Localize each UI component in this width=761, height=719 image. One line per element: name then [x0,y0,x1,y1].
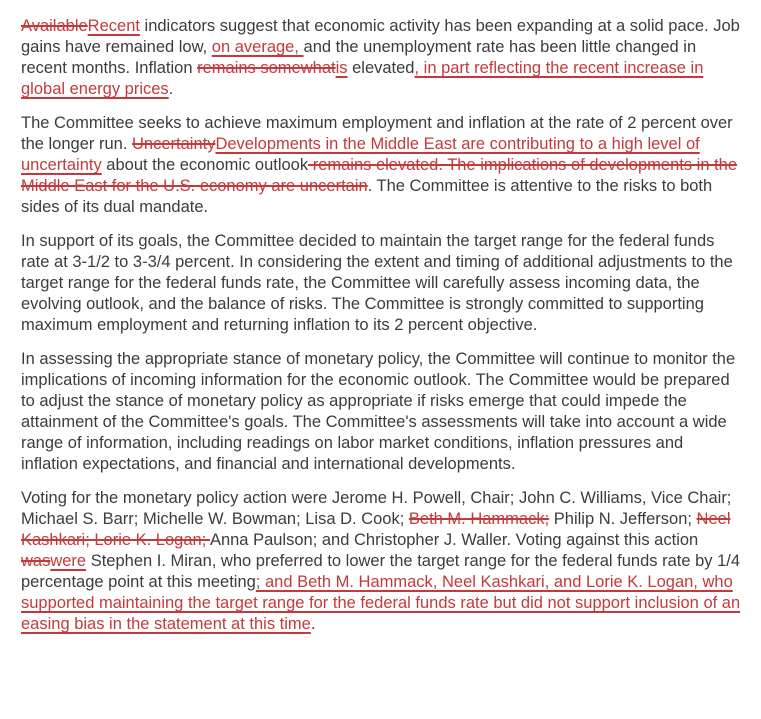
text-run: In support of its goals, the Committee decided to maintain the target range for the federal funds rate at 3-1/2 to 3-3/4 percent. In considering the extent and timing of additional adjustments to the target range for the federal funds rate, the Committee will carefully assess incoming data, the evolving outlook, and the balance of risks. The Committee is strongly committed to supporting maximum employment and returning inflation to its 2 percent objective. [21,232,733,334]
paragraph [21,113,741,218]
text-run: . [168,80,174,98]
text-run: . [310,615,316,633]
text-run: Anna Paulson; and Christopher J. Waller. Voting against this action [209,531,699,549]
deleted-text-run: Uncertainty [132,135,216,153]
inserted-text-run: were [50,552,87,570]
paragraph [21,16,741,100]
text-run: and the unemployment rate has been little changed in recent months. Inflation [21,38,697,77]
inserted-text-run: Developments in the Middle East are contributing to a high level of uncertainty [21,135,700,174]
text-run: about the economic outlook [101,156,309,174]
text-run: In assessing the appropriate stance of monetary policy, the Committee will continue to monitor the implications of incoming information for the economic outlook. The Committee would be prepared to adjust the stance of monetary policy as appropriate if risks emerge that could impede the attainment of the Committee's goals. The Committee's assessments will take into account a wide range of information, including readings on labor market conditions, inflation pressures and inflation expectations, and financial and international developments. [21,350,736,473]
deleted-text-run: Neel Kashkari; Lorie K. Logan; [21,510,731,549]
deleted-text-run: Available [21,17,88,35]
inserted-text-run: Recent [87,17,140,35]
inserted-text-run: ; and Beth M. Hammack, Neel Kashkari, and Lorie K. Logan, who supported maintaining the target range for the federal funds rate but did not support inclusion of an easing bias in the statement at this time [21,573,741,633]
text-run: indicators suggest that economic activity has been expanding at a solid pace. Job gains have remained low, [21,17,740,56]
inserted-text-run: , in part reflecting the recent increase in global energy prices [21,59,704,98]
inserted-text-run: on average, [211,38,304,56]
text-run: Voting for the monetary policy action were Jerome H. Powell, Chair; John C. Williams, Vice Chair; Michael S. Barr; Michelle W. Bowman; Lisa D. Cook; [21,489,732,528]
deleted-text-run: remains elevated. The implications of developments in the Middle East for the U.S. economy are uncertain [21,156,738,195]
document-body [21,16,741,635]
deleted-text-run: Beth M. Hammack; [408,510,550,528]
text-run: Stephen I. Miran, who preferred to lower the target range for the federal funds rate by 1/4 percentage point at this meeting [21,552,741,591]
text-run: The Committee seeks to achieve maximum employment and inflation at the rate of 2 percent over the longer run. [21,114,733,153]
paragraph [21,231,741,336]
deleted-text-run: remains somewhat [197,59,336,77]
text-run: . The Committee is attentive to the risks to both sides of its dual mandate. [21,177,713,216]
text-run: elevated [347,59,415,77]
text-run: Philip N. Jefferson; [549,510,697,528]
inserted-text-run: is [335,59,348,77]
paragraph [21,488,741,635]
deleted-text-run: was [21,552,51,570]
paragraph [21,349,741,475]
